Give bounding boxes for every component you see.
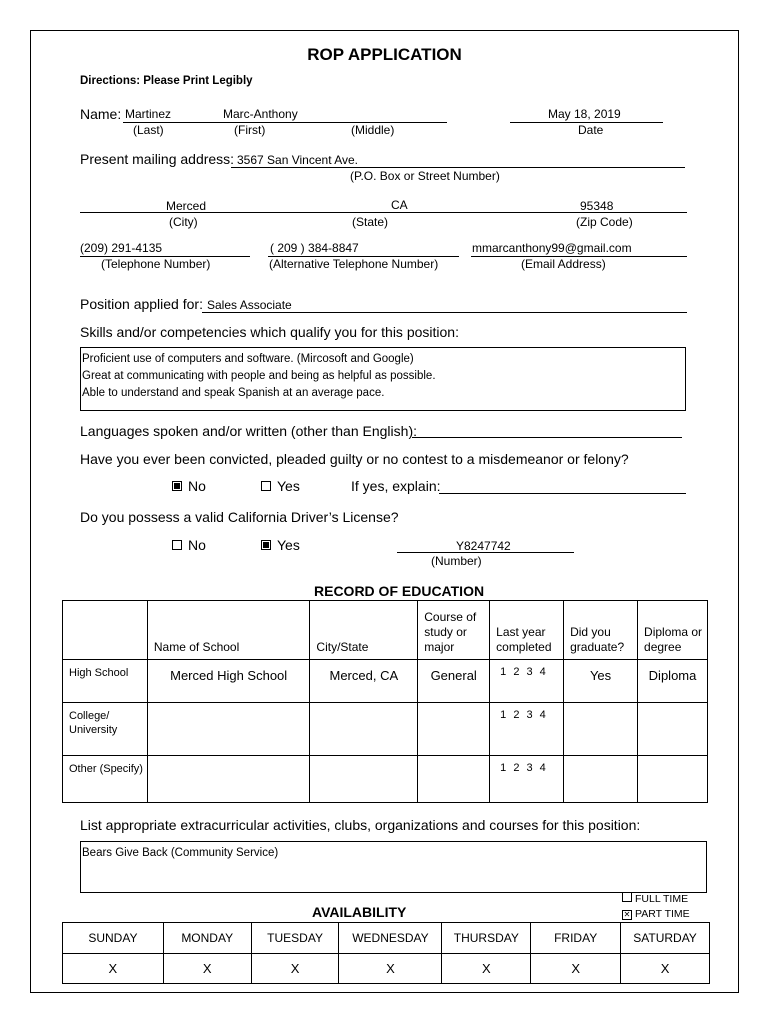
col-header: Did you graduate? (564, 601, 638, 660)
checkbox-icon[interactable] (261, 481, 271, 491)
conviction-yes-label: Yes (277, 478, 300, 494)
first-name-field[interactable]: Marc-Anthony (223, 107, 298, 121)
position-underline (202, 312, 687, 313)
school-cell[interactable] (147, 756, 310, 803)
part-time-option[interactable] (622, 908, 690, 920)
checkbox-icon[interactable] (622, 892, 632, 902)
day-mark[interactable]: X (339, 954, 442, 984)
years-cell[interactable]: 1 2 3 4 (490, 660, 564, 703)
col-header: Course of study or major (418, 601, 490, 660)
part-time-label: PART TIME (635, 908, 690, 920)
years-cell[interactable]: 1 2 3 4 (490, 703, 564, 756)
full-time-label: FULL TIME (635, 893, 689, 905)
directions: Directions: Please Print Legibly (80, 75, 253, 87)
checkbox-icon[interactable] (172, 540, 182, 550)
checkbox-checked-icon[interactable] (261, 540, 271, 550)
email-field[interactable]: mmarcanthony99@gmail.com (472, 241, 632, 255)
name-label: Name: (80, 106, 122, 122)
table-row (63, 756, 708, 803)
license-question: Do you possess a valid California Driver’s License? (80, 509, 399, 525)
license-yes-option[interactable] (261, 537, 300, 553)
table-row (63, 703, 708, 756)
day-mark[interactable]: X (163, 954, 251, 984)
checkbox-checked-icon[interactable] (172, 481, 182, 491)
street-sublabel: (P.O. Box or Street Number) (350, 169, 500, 183)
languages-underline[interactable] (412, 437, 682, 438)
day-header: WEDNESDAY (339, 923, 442, 954)
position-label: Position applied for: (80, 296, 203, 312)
email-sublabel: (Email Address) (521, 257, 606, 271)
school-cell[interactable] (147, 703, 310, 756)
col-header: Last year completed (490, 601, 564, 660)
skills-textarea[interactable] (80, 347, 686, 411)
license-number-field[interactable]: Y8247742 (456, 539, 511, 553)
license-underline (397, 552, 574, 553)
day-mark[interactable]: X (531, 954, 621, 984)
education-corner-cell (63, 601, 148, 660)
explain-label: If yes, explain: (351, 478, 441, 494)
license-number-sublabel: (Number) (431, 554, 482, 568)
conviction-question: Have you ever been convicted, pleaded guilty or no contest to a misdemeanor or felony? (80, 451, 629, 467)
zip-field[interactable]: 95348 (580, 199, 614, 213)
form-title: ROP APPLICATION (307, 45, 462, 64)
skills-line: Great at communicating with people and being as helpful as possible. (82, 370, 436, 382)
school-cell[interactable]: Merced High School (147, 660, 310, 703)
license-no-label: No (188, 537, 206, 553)
day-mark[interactable]: X (442, 954, 531, 984)
row-type: High School (63, 660, 148, 703)
day-header: SATURDAY (621, 923, 710, 954)
availability-table (62, 922, 710, 984)
course-cell[interactable]: General (418, 660, 490, 703)
license-no-option[interactable] (172, 537, 206, 553)
course-cell[interactable] (418, 756, 490, 803)
day-mark[interactable]: X (621, 954, 710, 984)
day-header: THURSDAY (442, 923, 531, 954)
address-label: Present mailing address: (80, 151, 235, 167)
availability-heading: AVAILABILITY (312, 904, 407, 920)
license-yes-label: Yes (277, 537, 300, 553)
city-cell[interactable] (310, 756, 418, 803)
phone-field[interactable]: (209) 291-4135 (80, 241, 163, 255)
full-time-option[interactable] (622, 892, 688, 905)
last-sublabel: (Last) (133, 123, 164, 137)
row-type: College/ University (63, 703, 148, 756)
skills-line: Able to understand and speak Spanish at an average pace. (82, 387, 385, 399)
skills-line: Proficient use of computers and software. (Mircosoft and Google) (82, 353, 414, 365)
explain-underline[interactable] (439, 493, 686, 494)
day-mark[interactable]: X (63, 954, 164, 984)
degree-cell[interactable]: Diploma (638, 660, 708, 703)
col-header: Diploma or degree (638, 601, 708, 660)
last-name-field[interactable]: Martinez (125, 107, 172, 121)
state-sublabel: (State) (352, 215, 389, 229)
phone-sublabel: (Telephone Number) (101, 257, 211, 271)
alt-phone-field[interactable]: ( 209 ) 384-8847 (270, 241, 359, 255)
first-sublabel: (First) (234, 123, 266, 137)
education-table (62, 600, 708, 803)
day-header: TUESDAY (251, 923, 339, 954)
conviction-yes-option[interactable] (261, 478, 300, 494)
graduated-cell[interactable] (564, 756, 638, 803)
day-header: SUNDAY (63, 923, 164, 954)
day-header: FRIDAY (531, 923, 621, 954)
city-sublabel: (City) (169, 215, 198, 229)
degree-cell[interactable] (638, 756, 708, 803)
conviction-no-option[interactable] (172, 478, 206, 494)
day-header: MONDAY (163, 923, 251, 954)
years-cell[interactable]: 1 2 3 4 (490, 756, 564, 803)
skills-text (81, 348, 685, 402)
education-heading: RECORD OF EDUCATION (314, 583, 485, 599)
degree-cell[interactable] (638, 703, 708, 756)
marks-row (63, 954, 710, 984)
activities-textarea[interactable] (80, 841, 707, 893)
zip-sublabel: (Zip Code) (576, 215, 633, 229)
position-field[interactable]: Sales Associate (207, 298, 292, 312)
graduated-cell[interactable] (564, 703, 638, 756)
city-cell[interactable]: Merced, CA (310, 660, 418, 703)
languages-label: Languages spoken and/or written (other than English): (80, 423, 417, 439)
activities-text: Bears Give Back (Community Service) (82, 847, 279, 859)
skills-label: Skills and/or competencies which qualify you for this position: (80, 324, 459, 340)
state-field[interactable]: CA (391, 198, 408, 212)
checkbox-x-icon[interactable]: ✕ (623, 910, 631, 919)
conviction-no-label: No (188, 478, 206, 494)
date-field[interactable]: May 18, 2019 (548, 107, 621, 121)
col-header: Name of School (147, 601, 310, 660)
days-row (63, 923, 710, 954)
row-type: Other (Specify) (63, 756, 148, 803)
date-sublabel: Date (578, 123, 604, 137)
graduated-cell[interactable]: Yes (564, 660, 638, 703)
city-cell[interactable] (310, 703, 418, 756)
application-form (30, 30, 739, 993)
col-header: City/State (310, 601, 418, 660)
city-field[interactable]: Merced (166, 199, 207, 213)
street-field[interactable]: 3567 San Vincent Ave. (237, 153, 358, 167)
table-row (63, 660, 708, 703)
city-underline (80, 212, 687, 213)
middle-sublabel: (Middle) (351, 123, 395, 137)
course-cell[interactable] (418, 703, 490, 756)
activities-label: List appropriate extracurricular activities, clubs, organizations and courses for this position: (80, 817, 641, 833)
education-header-row (63, 601, 708, 660)
street-underline (231, 167, 685, 168)
name-underline (123, 122, 447, 123)
day-mark[interactable]: X (251, 954, 339, 984)
alt-phone-sublabel: (Alternative Telephone Number) (269, 257, 439, 271)
